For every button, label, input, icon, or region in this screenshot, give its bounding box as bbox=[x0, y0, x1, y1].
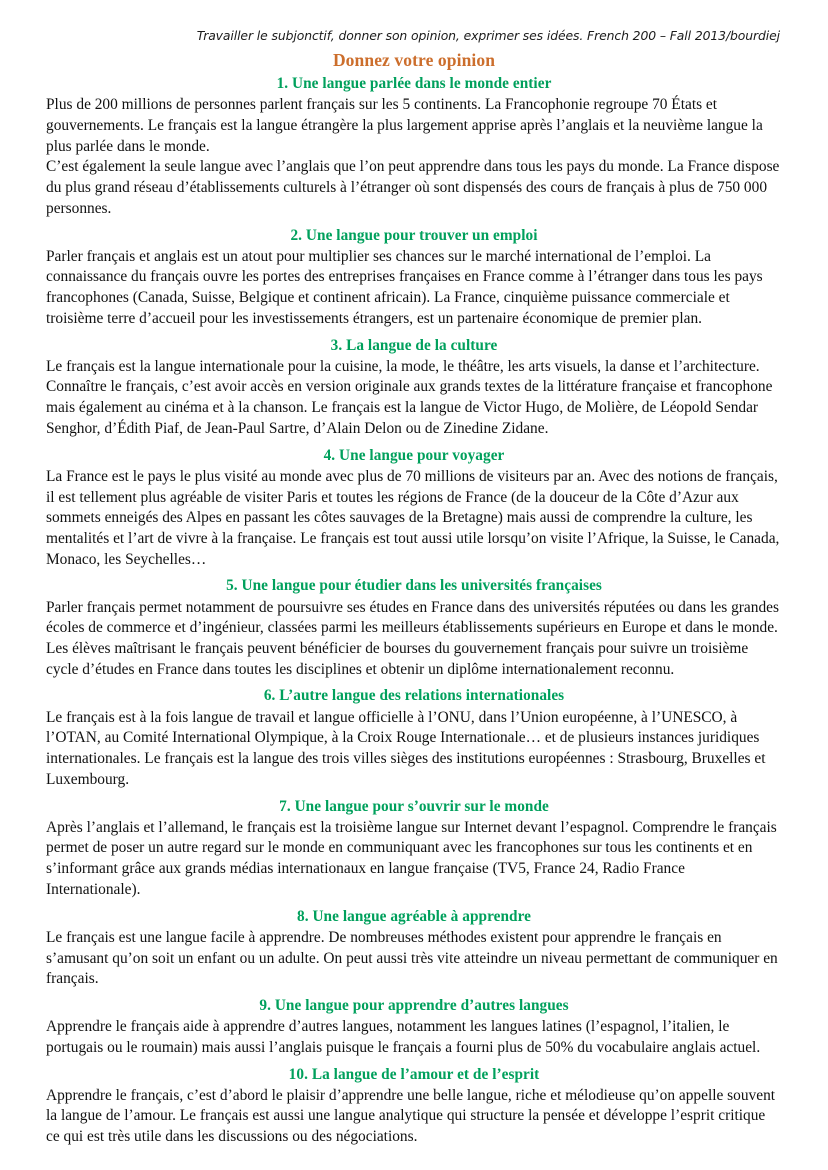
section-7 bbox=[46, 797, 782, 901]
section-10 bbox=[46, 1065, 782, 1148]
course-header-line: Travailler le subjonctif, donner son opinion, exprimer ses idées. French 200 – Fall 2013/bourdiej bbox=[196, 28, 780, 43]
section-8-paragraph-1: Le français est une langue facile à apprendre. De nombreuses méthodes existent pour apprendre le français en s’amusant qu’on soit un enfant ou un adulte. On peut aussi très vite atteindre un niveau permettant de communiquer en français. bbox=[46, 928, 778, 988]
section-heading-10: 10. La langue de l’amour et de l’esprit bbox=[288, 1065, 540, 1083]
section-heading-3: 3. La langue de la culture bbox=[330, 336, 498, 354]
section-3 bbox=[46, 336, 782, 440]
section-2-paragraph-1: Parler français et anglais est un atout pour multiplier ses chances sur le marché international de l’emploi. La connaissance du français ouvre les portes des entreprises françaises en France comme à l’étranger dans tous les pays francophones (Canada, Suisse, Belgique et continent africain). La France, cinquième puissance commerciale et troisième terre d’accueil pour les investissements étrangers, est un partenaire économique de premier plan. bbox=[46, 247, 763, 327]
section-1-paragraph-2: C’est également la seule langue avec l’anglais que l’on peut apprendre dans tous les pays du monde. La France dispose du plus grand réseau d’établissements culturels à l’étranger où sont dispensés des cours de français à plus de 750 000 personnes. bbox=[46, 158, 780, 217]
section-6-paragraph-1: Le français est à la fois langue de travail et langue officielle à l’ONU, dans l’Union européenne, à l’UNESCO, à l’OTAN, au Comité International Olympique, à la Croix Rouge Internationale… et de plusieurs instances juridiques internationales. Le français est la langue des trois villes sièges des institutions européennes : Strasbourg, Bruxelles et Luxembourg. bbox=[46, 708, 766, 788]
section-1 bbox=[46, 74, 782, 220]
section-heading-4: 4. Une langue pour voyager bbox=[323, 446, 505, 464]
section-5 bbox=[46, 576, 782, 680]
section-4 bbox=[46, 446, 782, 571]
section-heading-2: 2. Une langue pour trouver un emploi bbox=[290, 226, 538, 244]
section-2 bbox=[46, 226, 782, 330]
section-9-paragraph-1: Apprendre le français aide à apprendre d’autres langues, notamment les langues latines (l’espagnol, l’italien, le portugais ou le roumain) mais aussi l’anglais puisque le français a fourni plus de 50% du vocabulaire anglais actuel. bbox=[46, 1018, 761, 1056]
section-heading-1: 1. Une langue parlée dans le monde entier bbox=[276, 75, 552, 92]
section-7-paragraph-1: Après l’anglais et l’allemand, le français est la troisième langue sur Internet devant l’espagnol. Comprendre le français permet de poser un autre regard sur le monde en communiquant avec les francophones sur tous les continents et en s’informant grâce aux grands médias internationaux en langue française (TV5, France 24, Radio France Internationale). bbox=[46, 818, 777, 898]
section-4-paragraph-1: La France est le pays le plus visité au monde avec plus de 70 millions de visiteurs par an. Avec des notions de français, il est tellement plus agréable de visiter Paris et toutes les régions de France (de la douceur de la Côte d’Azur aux sommets enneigés des Alpes en passant les côtes sauvages de la Bretagne) mais aussi de comprendre la culture, les mentalités et l’art de vivre à la française. Le français est tout aussi utile lorsqu’on visite l’Afrique, la Suisse, le Canada, Monaco, les Seychelles… bbox=[46, 467, 780, 568]
section-1-paragraph-1: Plus de 200 millions de personnes parlent français sur les 5 continents. La Francophonie regroupe 70 États et gouvernements. Le français est la langue étrangère la plus largement apprise après l’anglais et la neuvième langue la plus parlée dans le monde. bbox=[46, 96, 763, 155]
sections-container bbox=[46, 74, 782, 1148]
section-heading-5: 5. Une langue pour étudier dans les universités françaises bbox=[226, 577, 602, 595]
section-5-paragraph-1: Parler français permet notamment de poursuivre ses études en France dans des universités réputées ou dans les grandes écoles de commerce et d’ingénieur, classées parmi les meilleurs établissements supérieurs en Europe et dans le monde. Les élèves maîtrisant le français peuvent bénéficier de bourses du gouvernement français pour suivre un troisième cycle d’études en France dans toutes les disciplines et obtenir un diplôme internationalement reconnu. bbox=[46, 598, 779, 678]
section-10-paragraph-1: Apprendre le français, c’est d’abord le plaisir d’apprendre une belle langue, riche et mélodieuse qu’on appelle souvent la langue de l’amour. Le français est aussi une langue analytique qui structure la pensée et développe l’esprit critique ce qui est très utile dans les discussions ou des négociations. bbox=[46, 1086, 776, 1146]
section-heading-6: 6. L’autre langue des relations internationales bbox=[263, 687, 565, 705]
section-3-paragraph-1: Le français est la langue internationale pour la cuisine, la mode, le théâtre, les arts visuels, la danse et l’architecture. Connaître le français, c’est avoir accès en version originale aux grands textes de la littérature française et francophone mais également au cinéma et à la chanson. Le français est la langue de Victor Hugo, de Molière, de Léopold Sendar Senghor, d’Édith Piaf, de Jean-Paul Sartre, d’Alain Delon ou de Zinedine Zidane. bbox=[46, 357, 773, 437]
section-heading-8: 8. Une langue agréable à apprendre bbox=[297, 907, 531, 925]
section-heading-9: 9. Une langue pour apprendre d’autres langues bbox=[259, 996, 569, 1014]
section-8 bbox=[46, 907, 782, 990]
page-title: Donnez votre opinion bbox=[332, 50, 496, 70]
section-9 bbox=[46, 996, 782, 1059]
section-6 bbox=[46, 686, 782, 790]
section-heading-7: 7. Une langue pour s’ouvrir sur le monde bbox=[279, 797, 549, 815]
